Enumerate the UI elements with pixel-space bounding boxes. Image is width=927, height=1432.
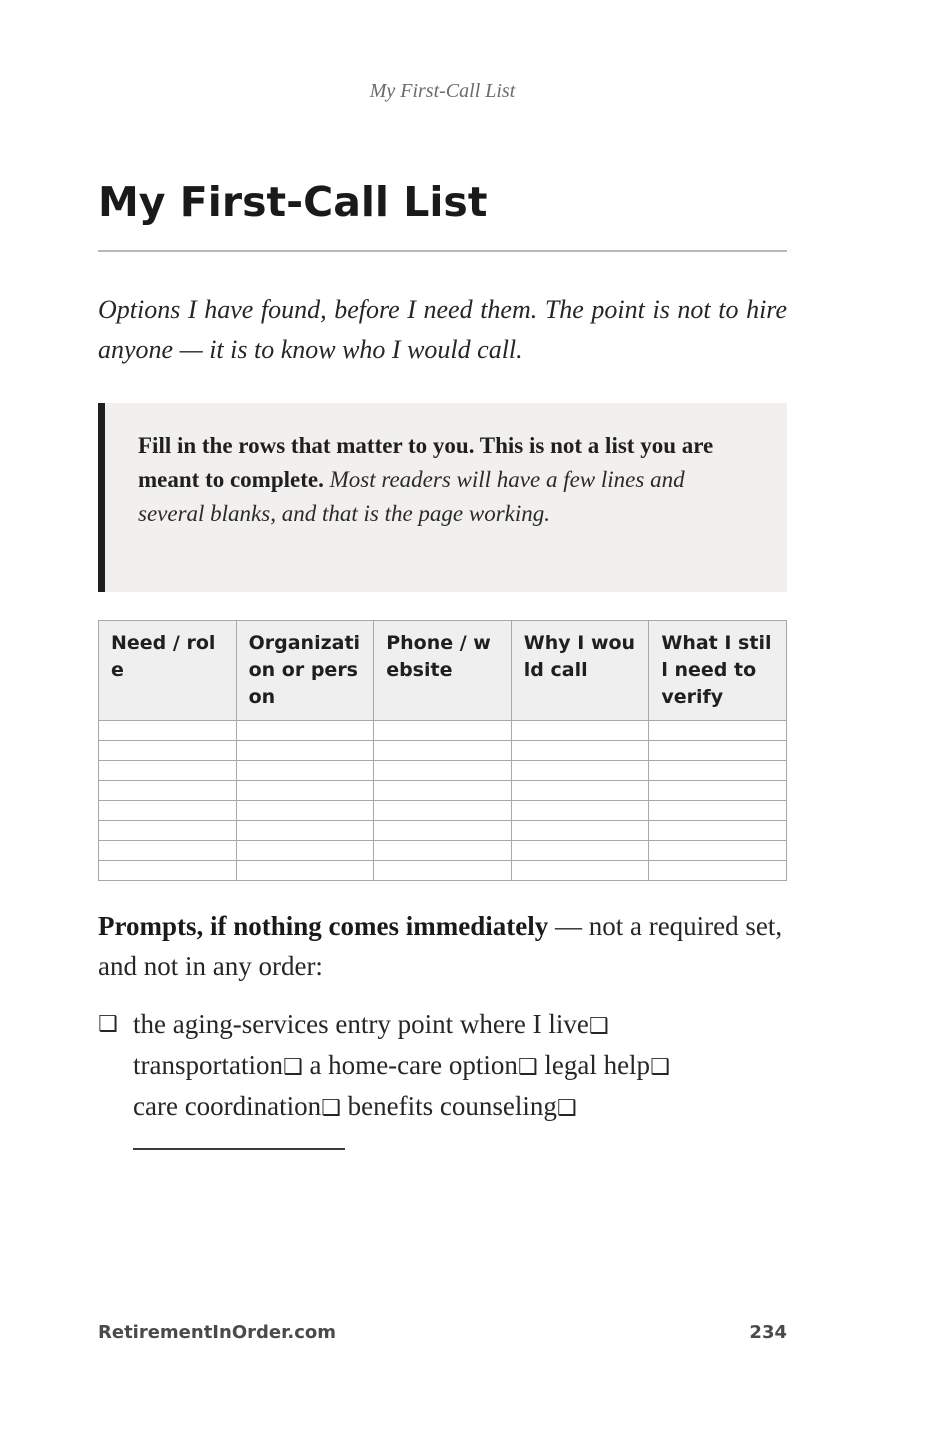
table-cell[interactable] <box>649 861 787 881</box>
instruction-callout <box>98 403 787 592</box>
table-row <box>99 741 787 761</box>
checkbox-icon[interactable]: ❑ <box>650 1055 670 1080</box>
page-number: 234 <box>749 1322 787 1343</box>
checkbox-icon[interactable]: ❑ <box>517 1055 538 1080</box>
table-row <box>99 821 787 841</box>
prompts-paragraph <box>98 906 787 986</box>
table-row <box>99 761 787 781</box>
table-cell[interactable] <box>236 721 374 741</box>
table-cell[interactable] <box>511 801 649 821</box>
checklist-body <box>133 1005 698 1128</box>
header-verify: What I still need to verify <box>649 621 787 721</box>
table-cell[interactable] <box>99 781 237 801</box>
intro-paragraph: Options I have found, before I need them. The point is not to hire anyone — it is to know who I would call. <box>98 295 787 364</box>
table-cell[interactable] <box>99 841 237 861</box>
table-cell[interactable] <box>374 741 512 761</box>
first-call-table <box>98 620 787 881</box>
title-divider <box>98 250 787 252</box>
table-row <box>99 861 787 881</box>
table-cell[interactable] <box>649 801 787 821</box>
table-cell[interactable] <box>649 741 787 761</box>
table-cell[interactable] <box>236 861 374 881</box>
table-cell[interactable] <box>374 721 512 741</box>
table-cell[interactable] <box>99 721 237 741</box>
table-cell[interactable] <box>236 741 374 761</box>
table-cell[interactable] <box>236 801 374 821</box>
table-row <box>99 781 787 801</box>
table-cell[interactable] <box>99 821 237 841</box>
checkbox-icon[interactable]: ❑ <box>282 1055 303 1080</box>
checklist-item: transportation <box>133 1050 283 1080</box>
table-body <box>99 721 787 881</box>
table-cell[interactable] <box>236 841 374 861</box>
table-cell[interactable] <box>99 741 237 761</box>
table-header-row <box>99 621 787 721</box>
checkbox-icon[interactable]: ❑ <box>588 1014 609 1039</box>
table-cell[interactable] <box>649 841 787 861</box>
table-cell[interactable] <box>99 761 237 781</box>
page-title: My First-Call List <box>98 178 488 226</box>
table-cell[interactable] <box>511 721 649 741</box>
header-phone-website: Phone / website <box>374 621 512 721</box>
header-need-role: Need / role <box>99 621 237 721</box>
table-cell[interactable] <box>511 861 649 881</box>
checkbox-icon[interactable]: ❑ <box>556 1096 577 1121</box>
table-cell[interactable] <box>511 761 649 781</box>
checklist-item: the aging-services entry point where I live <box>133 1009 589 1039</box>
table-row <box>99 841 787 861</box>
table-cell[interactable] <box>99 861 237 881</box>
checklist-item: benefits counseling <box>347 1091 557 1121</box>
table-cell[interactable] <box>511 741 649 761</box>
table-cell[interactable] <box>236 781 374 801</box>
table-cell[interactable] <box>374 861 512 881</box>
callout-bold-text: Fill in the rows that matter to you. This is not a list you are meant to complete. <box>138 433 714 492</box>
table-cell[interactable] <box>511 821 649 841</box>
prompt-checklist <box>98 1005 698 1128</box>
table-cell[interactable] <box>374 761 512 781</box>
table-cell[interactable] <box>236 761 374 781</box>
checkbox-icon[interactable]: ❑ <box>98 1012 118 1037</box>
table-cell[interactable] <box>236 821 374 841</box>
checklist-item: care coordination <box>133 1091 322 1121</box>
table-cell[interactable] <box>649 761 787 781</box>
table-cell[interactable] <box>649 821 787 841</box>
header-why-call: Why I would call <box>511 621 649 721</box>
table-cell[interactable] <box>649 721 787 741</box>
table-cell[interactable] <box>374 801 512 821</box>
prompts-bold-text: Prompts, if nothing comes immediately <box>98 911 549 941</box>
table-row <box>99 801 787 821</box>
table-cell[interactable] <box>99 801 237 821</box>
table-cell[interactable] <box>649 781 787 801</box>
table-cell[interactable] <box>374 781 512 801</box>
prompts-rest-text: — not a required set, and not in any order: <box>98 911 783 981</box>
callout-text <box>138 429 747 531</box>
table-row <box>99 721 787 741</box>
header-organization: Organization or person <box>236 621 374 721</box>
callout-italic-text: Most readers will have a few lines and several blanks, and that is the page working. <box>138 467 685 526</box>
checklist-item: legal help <box>544 1050 651 1080</box>
write-in-blank-line[interactable] <box>133 1148 345 1150</box>
table-cell[interactable] <box>374 841 512 861</box>
table-cell[interactable] <box>511 781 649 801</box>
running-head: My First-Call List <box>369 80 516 102</box>
footer-site: RetirementInOrder.com <box>98 1322 337 1343</box>
checkbox-icon[interactable]: ❑ <box>321 1096 341 1121</box>
table-cell[interactable] <box>374 821 512 841</box>
checklist-item: a home-care option <box>309 1050 518 1080</box>
table-cell[interactable] <box>511 841 649 861</box>
